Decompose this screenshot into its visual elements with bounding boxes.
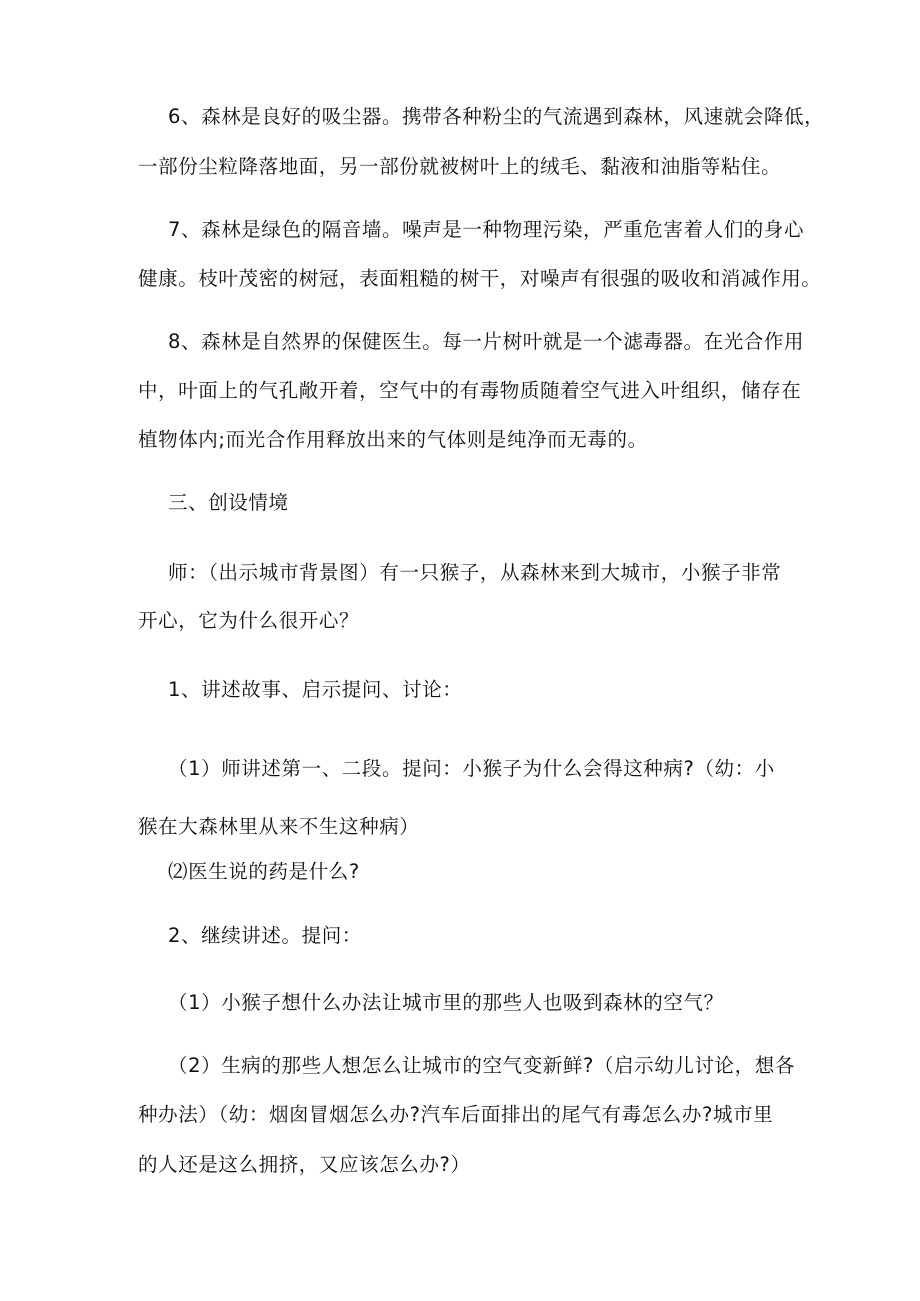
paragraph-6-line-1: 6、森林是良好的吸尘器。携带各种粉尘的气流遇到森林，风速就会降低， (168, 105, 825, 128)
sub-item-2-doctor: ⑵医生说的药是什么? (168, 860, 360, 883)
teacher-line-2: 开心，它为什么很开心？ (138, 609, 360, 632)
paragraph-7-line-2: 健康。枝叶茂密的树冠，表面粗糙的树干，对噪声有很强的吸收和消减作用。 (138, 267, 822, 290)
paragraph-7-line-1: 7、森林是绿色的隔音墙。噪声是一种物理污染，严重危害着人们的身心 (168, 218, 805, 241)
sub-item-1-line-1: （1）师讲述第一、二段。提问：小猴子为什么会得这种病?（幼：小 (168, 757, 775, 780)
item-2-sub-2-line-2: 种办法）（幼：烟囱冒烟怎么办?汽车后面排出的尾气有毒怎么办?城市里 (138, 1103, 774, 1126)
paragraph-6-line-2: 一部份尘粒降落地面，另一部份就被树叶上的绒毛、黏液和油脂等粘住。 (138, 155, 782, 178)
item-2-sub-2-line-3: 的人还是这么拥挤，又应该怎么办?） (138, 1153, 471, 1176)
item-2-heading: 2、继续讲述。提问： (168, 924, 362, 947)
teacher-line-1: 师：（出示城市背景图）有一只猴子，从森林来到大城市，小猴子非常 (168, 561, 782, 584)
paragraph-8-line-2: 中，叶面上的气孔敞开着，空气中的有毒物质随着空气进入叶组织，储存在 (138, 379, 802, 402)
paragraph-8-line-1: 8、森林是自然界的保健医生。每一片树叶就是一个滤毒器。在光合作用 (168, 330, 805, 353)
sub-item-1-line-2: 猴在大森林里从来不生这种病） (138, 815, 420, 838)
item-2-sub-2-line-1: （2）生病的那些人想怎么让城市的空气变新鲜?（启示幼儿讨论，想各 (168, 1054, 795, 1077)
section-heading: 三、创设情境 (168, 491, 289, 514)
item-1-heading: 1、讲述故事、启示提问、讨论： (168, 678, 463, 701)
item-2-sub-1: （1）小猴子想什么办法让城市里的那些人也吸到森林的空气？ (168, 991, 724, 1014)
paragraph-8-line-3: 植物体内;而光合作用释放出来的气体则是纯净而无毒的。 (138, 428, 648, 451)
